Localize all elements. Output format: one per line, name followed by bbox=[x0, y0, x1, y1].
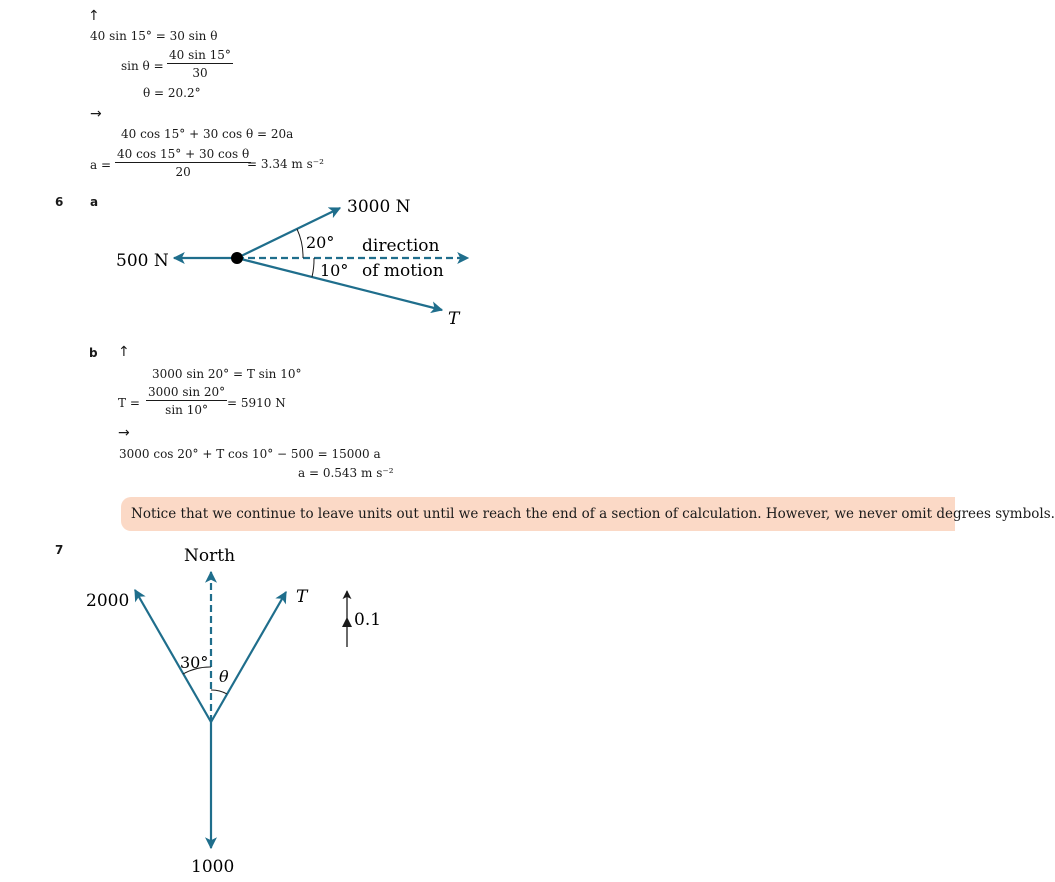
question-number-7: 7 bbox=[55, 543, 64, 557]
angle-arc-theta bbox=[211, 690, 227, 694]
equation-perpendicular-balance: 3000 sin 20° = T sin 10° bbox=[152, 367, 302, 381]
label-angle-theta: θ bbox=[219, 667, 229, 686]
equation-sin-theta-lhs: sin θ = bbox=[121, 59, 164, 73]
label-north: North bbox=[184, 546, 236, 566]
fraction-numerator: 40 sin 15° bbox=[169, 48, 231, 62]
equation-acceleration-result: = 3.34 m s⁻² bbox=[247, 157, 324, 171]
fraction-numerator: 40 cos 15° + 30 cos θ bbox=[117, 147, 250, 161]
label-1000: 1000 bbox=[191, 857, 235, 877]
equation-motion-direction: 3000 cos 20° + T cos 10° − 500 = 15000 a bbox=[119, 447, 381, 461]
equation-acceleration-6b: a = 0.543 m s⁻² bbox=[298, 466, 394, 480]
label-500n: 500 N bbox=[116, 251, 169, 271]
particle-point bbox=[231, 252, 243, 264]
angle-arc-10 bbox=[312, 258, 314, 277]
equation-vertical-balance: 40 sin 15° = 30 sin θ bbox=[90, 29, 218, 43]
question-number-6: 6 bbox=[55, 195, 64, 209]
acceleration-double-head bbox=[342, 617, 352, 627]
label-tension-t: T bbox=[448, 309, 460, 329]
fraction-denominator: sin 10° bbox=[165, 403, 208, 417]
label-t: T bbox=[296, 587, 308, 607]
part-label-a: a bbox=[90, 195, 99, 209]
label-3000n: 3000 N bbox=[347, 197, 411, 217]
units-note: Notice that we continue to leave units out until we reach the end of a section of calculation. However, we never omit degrees symbols. bbox=[121, 497, 955, 531]
label-2000: 2000 bbox=[86, 591, 130, 611]
resolve-up-arrow: ↑ bbox=[88, 8, 100, 24]
label-angle-20: 20° bbox=[306, 233, 335, 252]
fraction-denominator: 20 bbox=[175, 165, 191, 179]
angle-arc-20 bbox=[297, 229, 303, 258]
equation-a-lhs: a = bbox=[90, 158, 112, 172]
force-arrow-t bbox=[211, 592, 286, 722]
part-label-b: b bbox=[89, 346, 98, 360]
equation-theta-value: θ = 20.2° bbox=[143, 86, 201, 100]
equation-tension-result: = 5910 N bbox=[227, 396, 286, 410]
label-accel-0-1: 0.1 bbox=[354, 610, 382, 630]
label-direction: direction bbox=[362, 236, 440, 256]
equation-t-lhs: T = bbox=[118, 396, 140, 410]
label-angle-10: 10° bbox=[320, 261, 349, 280]
fraction-numerator: 3000 sin 20° bbox=[148, 385, 226, 399]
fraction-tension bbox=[146, 385, 227, 417]
label-angle-30: 30° bbox=[180, 653, 209, 672]
label-of-motion: of motion bbox=[362, 261, 444, 281]
resolve-right-arrow-6b: → bbox=[118, 425, 130, 441]
equation-horizontal-motion: 40 cos 15° + 30 cos θ = 20a bbox=[121, 127, 294, 141]
fraction-denominator: 30 bbox=[192, 66, 208, 80]
resolve-up-arrow-6b: ↑ bbox=[118, 344, 130, 360]
resolve-right-arrow: → bbox=[90, 106, 102, 122]
